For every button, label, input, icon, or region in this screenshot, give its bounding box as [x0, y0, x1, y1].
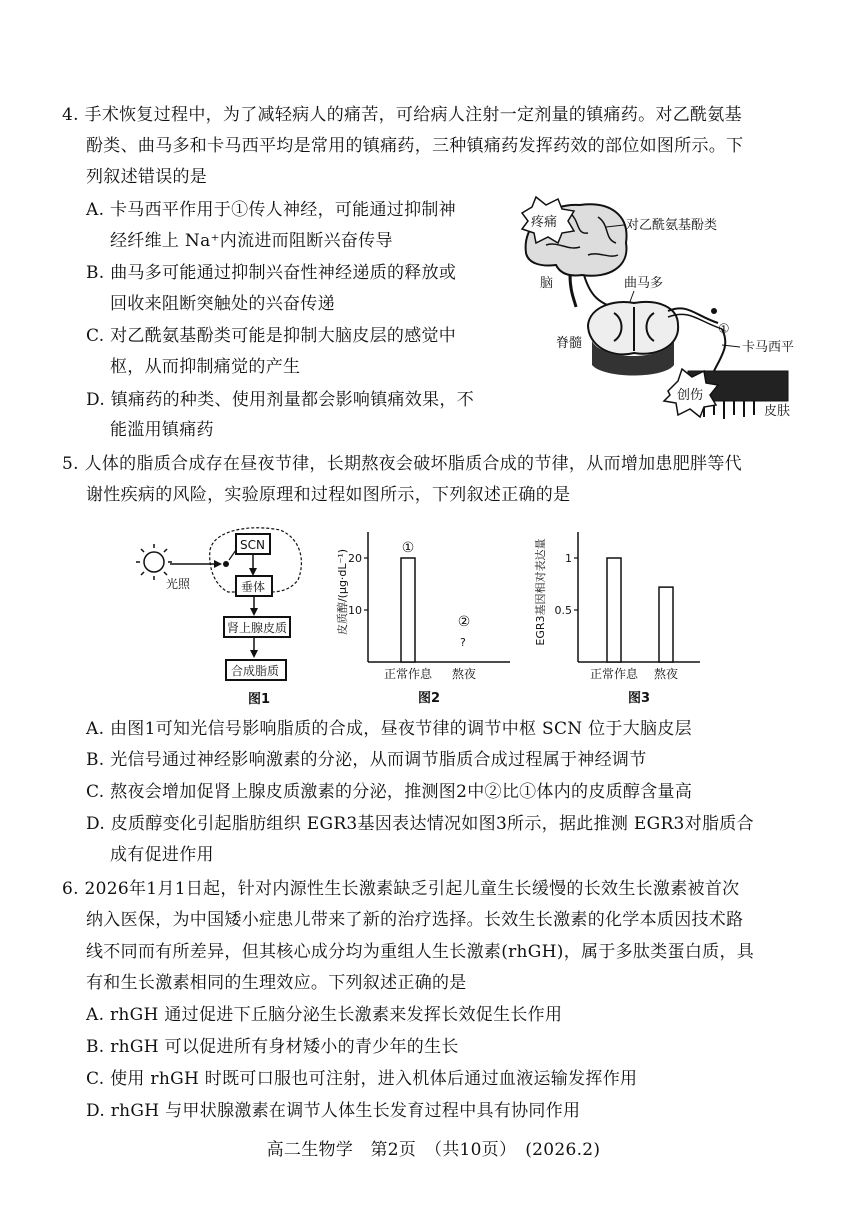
q5-option-a: A. 由图1可知光信号影响脂质的合成，昼夜节律的调节中枢 SCN 位于大脑皮层 [86, 719, 692, 739]
fig1-caption: 图1 [248, 692, 271, 707]
pituitary-label: 垂体 [241, 580, 266, 594]
fig2-bar-label-0: ① [401, 540, 415, 556]
q6-option-a: A. rhGH 通过促进下丘脑分泌生长激素来发挥长效促生长作用 [86, 1005, 563, 1025]
q4-stem-line-2: 酚类、曲马多和卡马西平均是常用的镇痛药，三种镇痛药发挥药效的部位如图所示。下 [86, 136, 744, 156]
light-label: 光照 [166, 577, 191, 591]
q6-option-d: D. rhGH 与甲状腺激素在调节人体生长发育过程中具有协同作用 [86, 1101, 581, 1121]
q5-option-d: D. 皮质醇变化引起脂肪组织 EGR3基因表达情况如图3所示，据此推测 EGR3对脂质合 [86, 814, 754, 834]
q4-option-d-cont: 能滥用镇痛药 [110, 420, 214, 440]
fig2-bar-label-1: ② [457, 614, 471, 630]
fig2-xtick-label-0: 正常作息 [383, 667, 433, 681]
brain-label: 脑 [540, 276, 554, 291]
page-footer: 高二生物学 第2页 （共10页） (2026.2) [266, 1140, 601, 1160]
q6-stem-line-3: 线不同而有所差异，但其核心成分均为重组人生长激素(rhGH)，属于多肽类蛋白质，具 [86, 942, 755, 962]
skin-label: 皮肤 [764, 404, 791, 419]
q5-stem-line-2: 谢性疾病的风险，实验原理和过程如图所示，下列叙述正确的是 [86, 485, 571, 505]
fig3-ytick-label-1: 1 [565, 552, 572, 565]
drug2-label: 曲马多 [624, 276, 664, 291]
q5-option-b: B. 光信号通过神经影响激素的分泌，从而调节脂质合成过程属于神经调节 [86, 750, 647, 770]
fig3-bar-0 [607, 558, 621, 662]
fig2-ytick-label-0: 10 [348, 604, 362, 617]
fig2-ytick-label-1: 20 [348, 552, 362, 565]
wound-label: 创伤 [677, 388, 704, 403]
q4-option-c-cont: 枢，从而抑制痛觉的产生 [110, 357, 301, 377]
fig3-bar-1 [659, 587, 673, 662]
fig3-ytick-label-0: 0.5 [554, 604, 572, 617]
circle1-label: ① [718, 322, 730, 337]
fig3-xtick-label-1: 熬夜 [653, 667, 679, 681]
drug1-label: 对乙酰氨基酚类 [626, 218, 718, 233]
q6-option-c: C. 使用 rhGH 时既可口服也可注射，进入机体后通过血液运输发挥作用 [86, 1069, 638, 1089]
q6-option-b: B. rhGH 可以促进所有身材矮小的青少年的生长 [86, 1037, 459, 1057]
q6-stem-line-4: 有和生长激素相同的生理效应。下列叙述正确的是 [86, 973, 467, 993]
q4-stem-line-3: 列叙述错误的是 [86, 167, 208, 187]
q6-stem-line-1: 6. 2026年1月1日起，针对内源性生长激素缺乏引起儿童生长缓慢的长效生长激素被首次 [62, 879, 740, 899]
sun-icon [136, 544, 172, 580]
q4-option-a-cont: 经纤维上 Na⁺内流进而阻断兴奋传导 [110, 231, 393, 251]
q5-fig2-chart [330, 522, 520, 712]
fig3-caption: 图3 [628, 691, 651, 706]
scn-label: SCN [240, 538, 265, 552]
q4-option-b-cont: 回收来阻断突触处的兴奋传递 [110, 294, 335, 314]
fig2-qmark: ? [460, 636, 466, 649]
spinal-label: 脊髓 [556, 336, 583, 351]
q5-option-d-cont: 成有促进作用 [110, 845, 214, 865]
q6-stem-line-2: 纳入医保，为中国矮小症患儿带来了新的治疗选择。长效生长激素的化学本质因技术路 [86, 910, 744, 930]
drug3-label: 卡马西平 [742, 340, 795, 355]
q4-pain-pathway-figure [518, 195, 818, 435]
fig2-caption: 图2 [418, 691, 441, 706]
q4-stem-line-1: 4. 手术恢复过程中，为了减轻病人的痛苦，可给病人注射一定剂量的镇痛药。对乙酰氨基 [62, 105, 742, 125]
pain-label: 疼痛 [531, 215, 558, 230]
q5-fig3-chart [530, 522, 710, 712]
fig3-xtick-label-0: 正常作息 [589, 667, 639, 681]
q4-option-d: D. 镇痛药的种类、使用剂量都会影响镇痛效果，不 [86, 390, 475, 410]
fig3-ylabel: EGR3基因相对表达量 [534, 538, 547, 646]
q5-fig1-diagram [130, 520, 320, 710]
q5-option-c: C. 熬夜会增加促肾上腺皮质激素的分泌，推测图2中②比①体内的皮质醇含量高 [86, 782, 693, 802]
q4-option-a: A. 卡马西平作用于①传人神经，可能通过抑制神 [86, 200, 456, 220]
adrenal-label: 肾上腺皮质 [227, 621, 288, 635]
q4-option-c: C. 对乙酰氨基酚类可能是抑制大脑皮层的感觉中 [86, 326, 457, 346]
q5-stem-line-1: 5. 人体的脂质合成存在昼夜节律，长期熬夜会破坏脂质合成的节律，从而增加患肥胖等代 [62, 454, 742, 474]
lipid-label: 合成脂质 [231, 664, 280, 678]
q4-option-b: B. 曲马多可能通过抑制兴奋性神经递质的释放或 [86, 263, 457, 283]
fig2-xtick-label-1: 熬夜 [451, 667, 477, 681]
fig2-bar-0 [401, 558, 415, 662]
fig2-ylabel: 皮质醇/(μg·dL⁻¹) [336, 548, 349, 636]
